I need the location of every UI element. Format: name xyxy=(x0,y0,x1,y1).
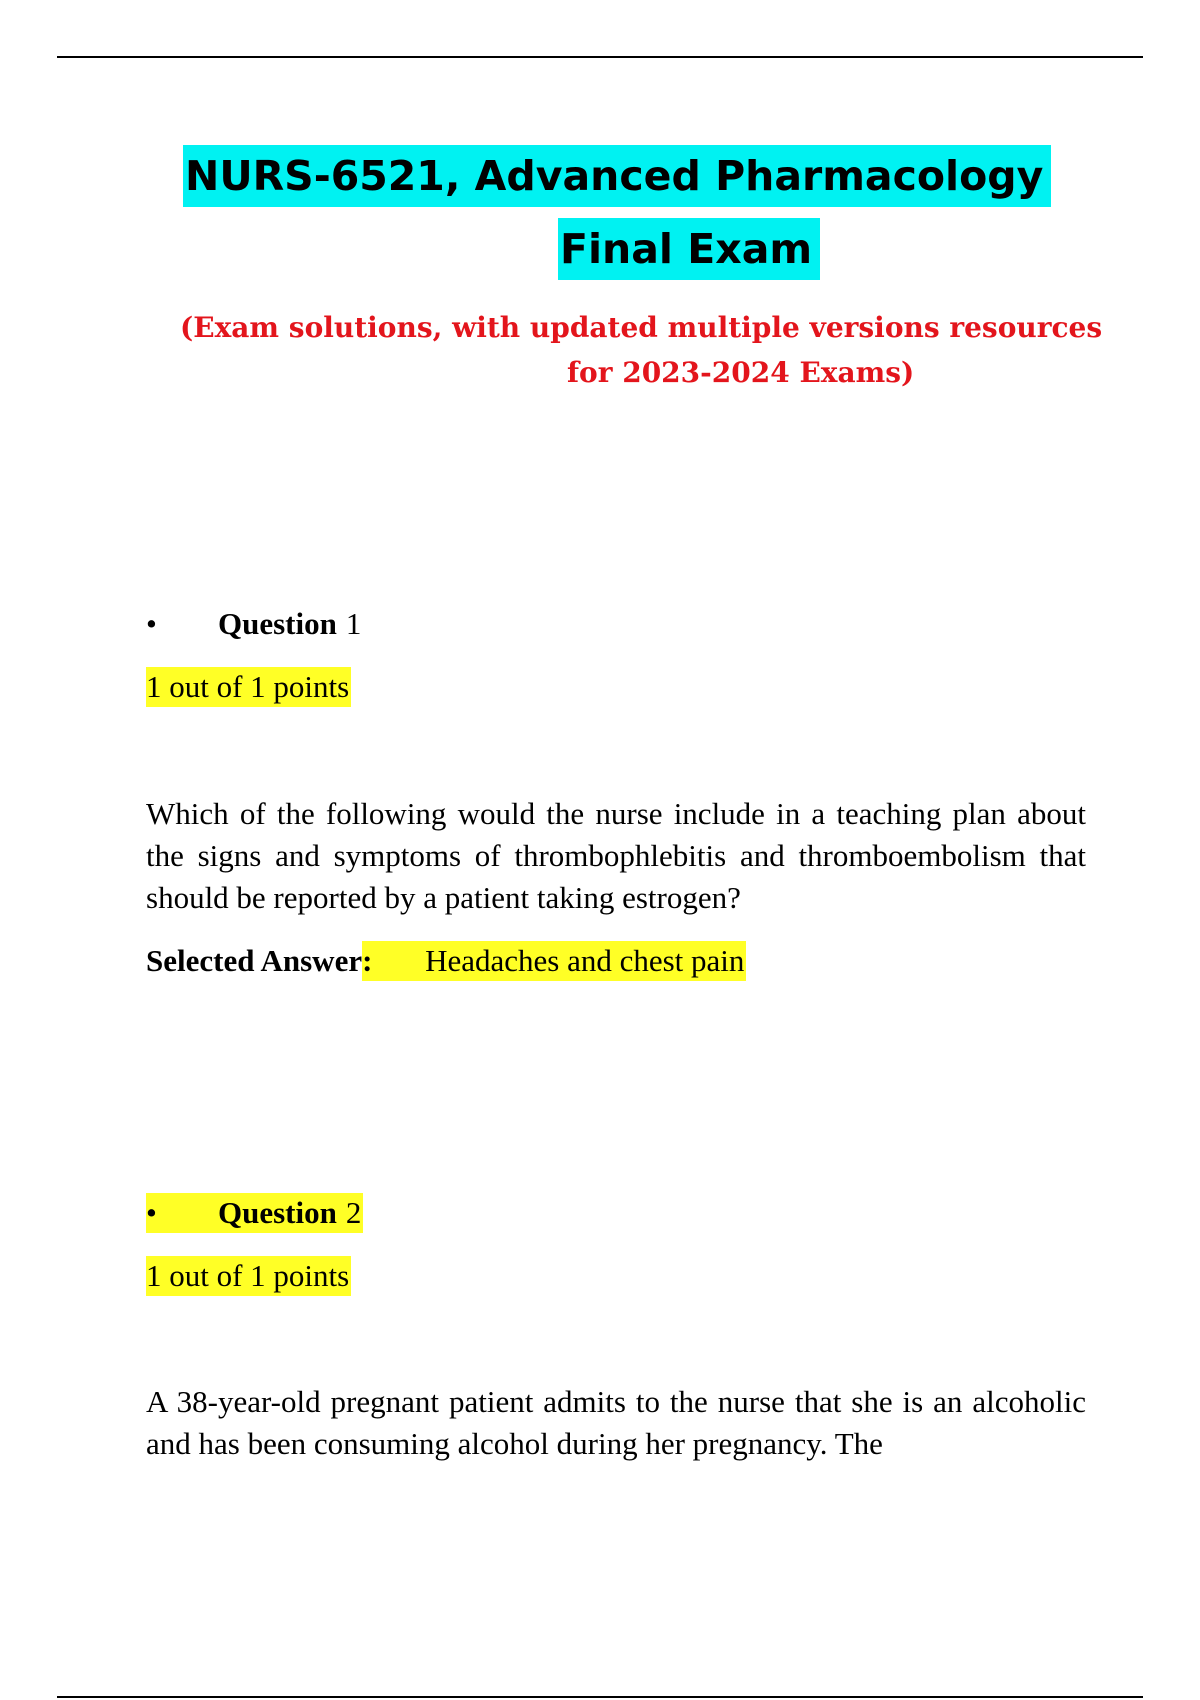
question-label: Question xyxy=(218,606,337,641)
question-1-selected-answer xyxy=(146,941,746,981)
selected-answer-value: Headaches and chest pain xyxy=(425,943,745,978)
question-1-heading xyxy=(146,604,361,644)
selected-answer-colon: : xyxy=(362,943,373,978)
question-2-heading xyxy=(146,1193,363,1233)
question-1-points: 1 out of 1 points xyxy=(146,667,351,707)
document-subtitle-line-2: for 2023-2024 Exams) xyxy=(567,356,915,389)
selected-answer-label: Selected Answer xyxy=(146,943,363,978)
document-title-line-1: NURS-6521, Advanced Pharmacology xyxy=(183,145,1051,207)
bullet-icon: • xyxy=(146,1195,157,1230)
bottom-rule xyxy=(57,1696,1143,1698)
document-subtitle-line-1: (Exam solutions, with updated multiple versions resources xyxy=(180,311,1103,344)
selected-answer-highlight xyxy=(362,941,746,981)
question-label: Question xyxy=(218,1195,337,1230)
question-2-text: A 38-year-old pregnant patient admits to the nurse that she is an alcoholic and has been consuming alcohol during her pregnancy. The xyxy=(146,1384,1086,1461)
question-2-points: 1 out of 1 points xyxy=(146,1256,351,1296)
question-number: 1 xyxy=(345,606,362,641)
question-1-text: Which of the following would the nurse include in a teaching plan about the signs and symptoms of thrombophlebitis and thromboembolism that should be reported by a patient taking estrogen? xyxy=(146,796,1086,915)
top-rule xyxy=(57,56,1143,58)
bullet-icon: • xyxy=(146,606,157,641)
question-number: 2 xyxy=(345,1195,362,1230)
document-title-line-2: Final Exam xyxy=(558,218,820,280)
